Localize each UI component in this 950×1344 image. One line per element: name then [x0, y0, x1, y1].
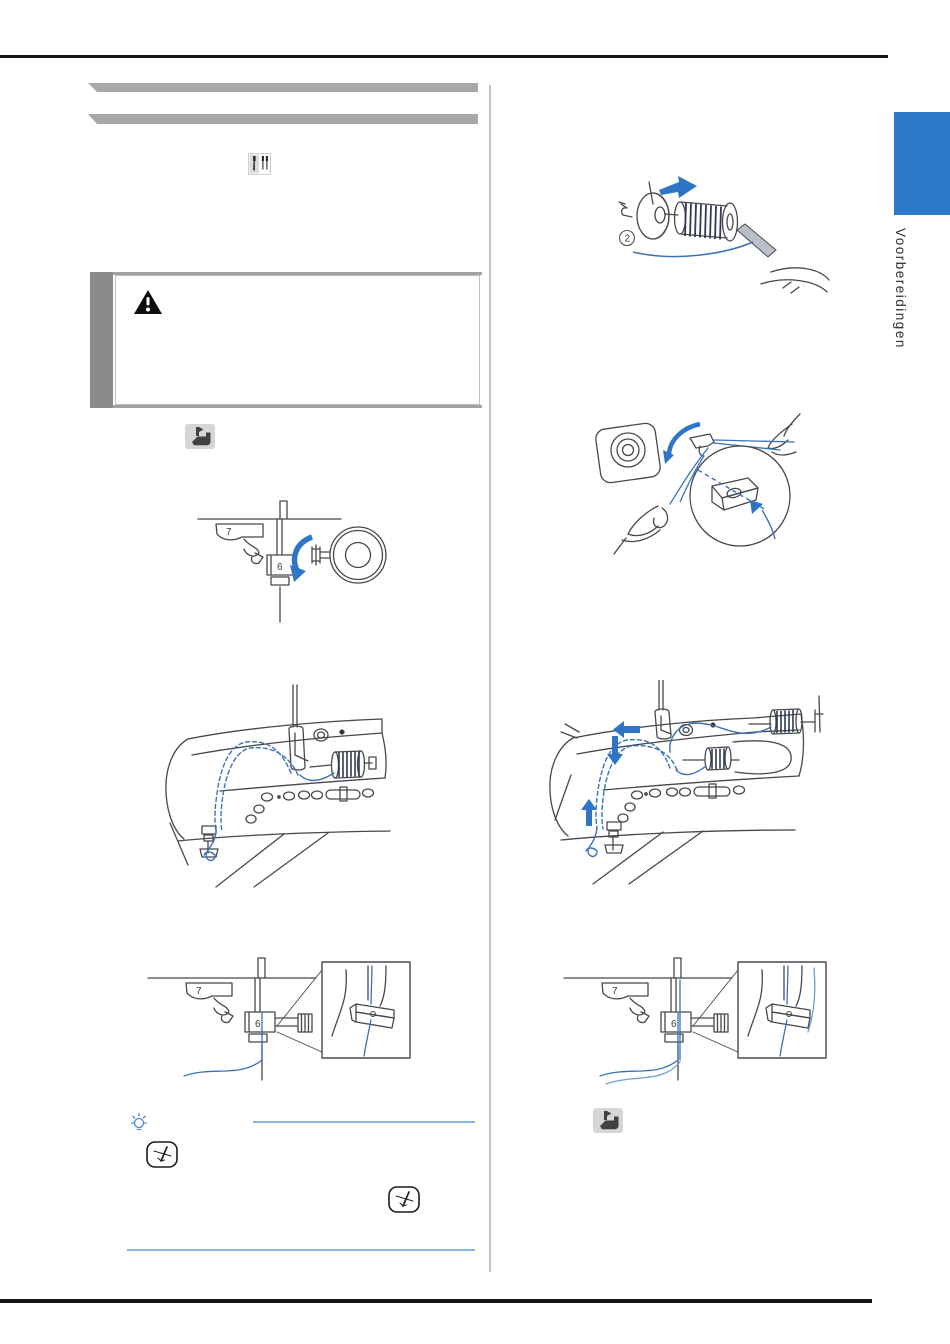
note-separator-top — [253, 1121, 475, 1123]
warning-triangle-icon — [132, 288, 164, 316]
note-separator-bottom — [127, 1249, 475, 1251]
figure-spool-setup — [575, 152, 830, 300]
figure-needle-eye-left — [140, 948, 425, 1098]
hint-bulb-icon — [131, 1112, 147, 1131]
chapter-label: Voorbereidingen — [893, 228, 908, 349]
needle-threader-button-icon — [146, 1141, 178, 1168]
heading-bar-bottom — [88, 114, 478, 124]
figure-needle-eye-right — [556, 948, 841, 1098]
figure-threading-path — [158, 683, 468, 888]
callout-7: 7 — [612, 986, 618, 997]
callout-7: 7 — [196, 986, 202, 997]
presser-foot-icon — [185, 424, 215, 449]
bottom-rule — [0, 1299, 872, 1303]
callout-7: 7 — [226, 527, 232, 538]
top-rule — [0, 55, 888, 58]
callout-6: 6 — [255, 1019, 261, 1030]
heading-bar-top — [88, 83, 478, 92]
figure-handwheel-turn — [160, 495, 450, 630]
needle-threader-button-icon — [388, 1186, 420, 1213]
callout-6: 6 — [671, 1019, 677, 1030]
warning-box-frame-bottom — [90, 405, 482, 408]
needle-mode-icon — [248, 153, 271, 175]
column-divider — [489, 85, 491, 1272]
figure-thread-guide — [562, 412, 862, 560]
chapter-tab — [894, 112, 950, 215]
presser-foot-icon — [593, 1108, 623, 1133]
figure-threading-arrows — [543, 680, 883, 892]
warning-box — [90, 272, 482, 408]
warning-box-side-bar — [90, 272, 113, 408]
callout-2: 2 — [624, 233, 631, 245]
callout-6: 6 — [277, 562, 283, 573]
warning-box-content — [115, 275, 480, 405]
